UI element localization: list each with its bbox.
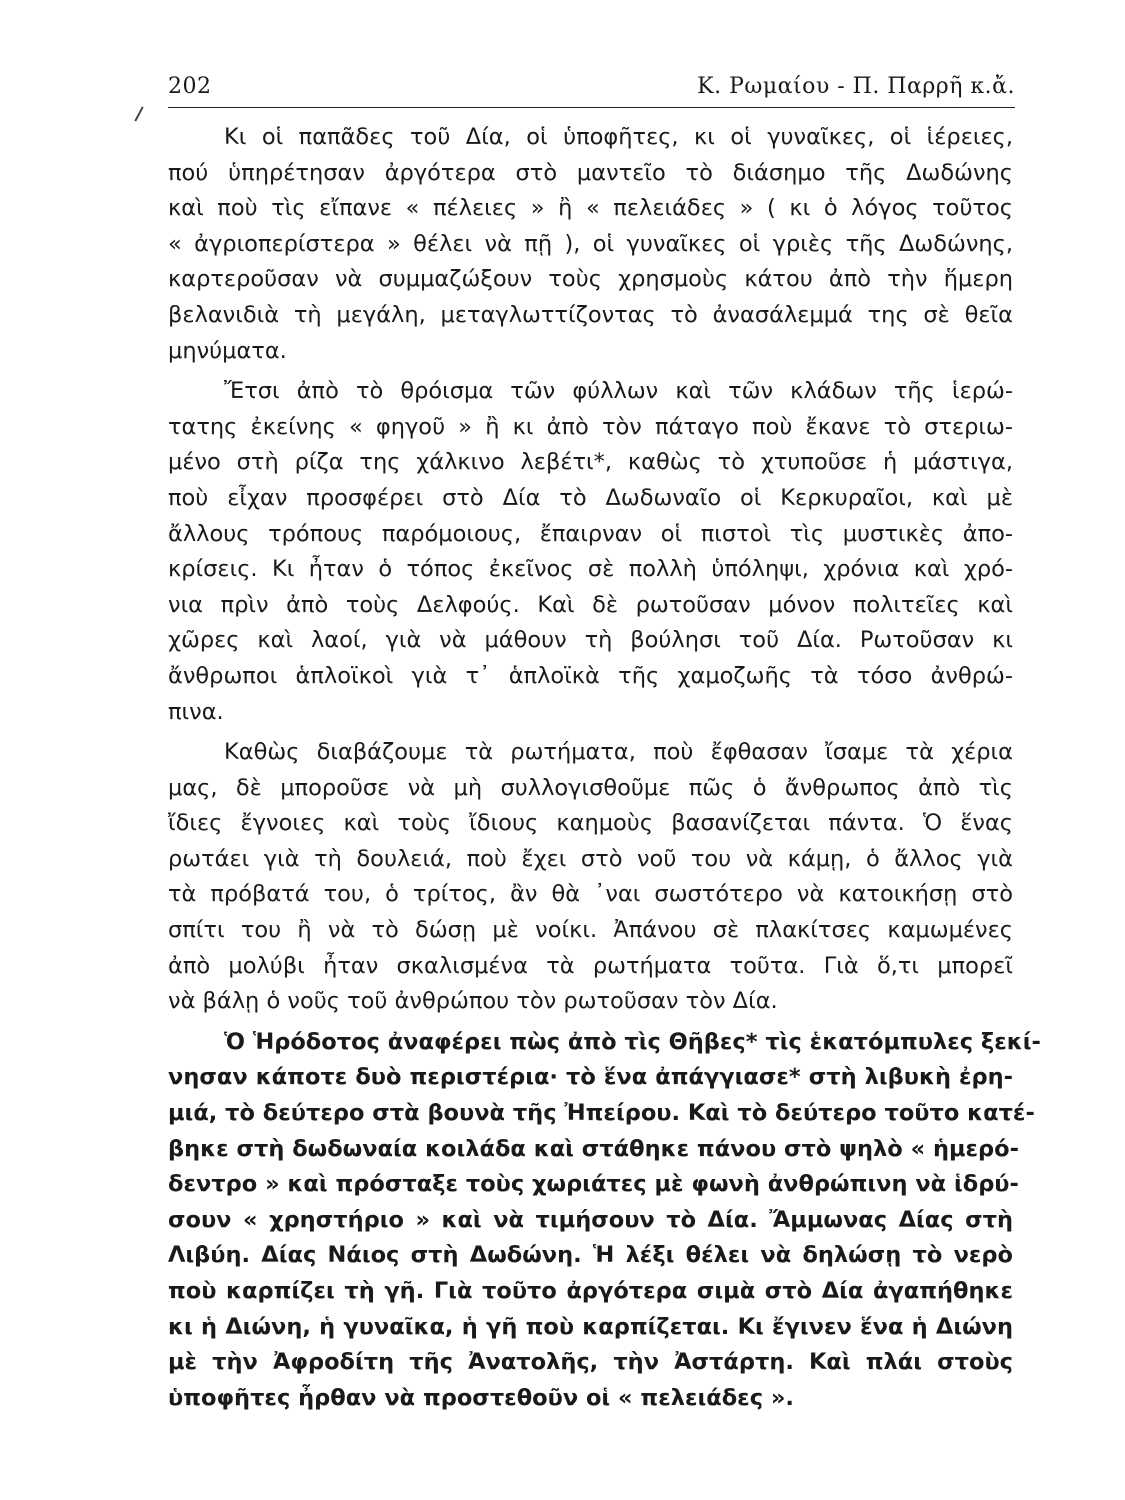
text-line: νὰ βάλῃ ὁ νοῦς τοῦ ἀνθρώπου τὸν ρωτοῦσαν τὸν Δία. [168, 988, 778, 1015]
text-line: βηκε στὴ δωδωναία κοιλάδα καὶ στάθηκε πάνου στὸ ψηλὸ « ἡμερό- [168, 1135, 1019, 1162]
header-rule [168, 107, 1015, 108]
text-line: νια πρὶν ἀπὸ τοὺς Δελφούς. Καὶ δὲ ρωτοῦσαν μόνον πολιτεῖες καὶ [168, 591, 1013, 618]
text-line: μένο στὴ ρίζα της χάλκινο λεβέτι*, καθὼς τὸ χτυποῦσε ἡ μάστιγα, [168, 449, 1013, 476]
text-line: « ἀγριοπερίστερα » θέλει νὰ πῇ ), οἱ γυναῖκες οἱ γριὲς τῆς Δωδώνης, [168, 230, 1013, 257]
text-line: μηνύματα. [168, 337, 287, 364]
page-header [168, 70, 1015, 106]
text-line: Καθὼς διαβάζουμε τὰ ρωτήματα, ποὺ ἔφθασαν ἴσαμε τὰ χέρια [224, 739, 1013, 766]
text-line: σουν « χρηστήριο » καὶ νὰ τιμήσουν τὸ Δία. Ἄμμωνας Δίας στὴ [168, 1206, 1013, 1233]
text-line: κι ἡ Διώνη, ἡ γυναῖκα, ἡ γῆ ποὺ καρπίζεται. Κι ἔγινεν ἕνα ἡ Διώνη [168, 1313, 1013, 1340]
text-line: βελανιδιὰ τὴ μεγάλη, μεταγλωττίζοντας τὸ ἀνασάλεμμά της σὲ θεῖα [168, 301, 1013, 328]
paragraph-3 [168, 735, 1013, 1020]
text-line: ποὺ εἶχαν προσφέρει στὸ Δία τὸ Δωδωναῖο οἱ Κερκυραῖοι, καὶ μὲ [168, 484, 1013, 511]
text-line: ἀπὸ μολύβι ἦταν σκαλισμένα τὰ ρωτήματα τοῦτα. Γιὰ ὅ,τι μπορεῖ [168, 952, 1013, 979]
text-line: ἴδιες ἔγνοιες καὶ τοὺς ἴδιους καημοὺς βασανίζεται πάντα. Ὁ ἕνας [168, 810, 1013, 837]
page-number: 202 [168, 74, 212, 99]
text-line: καρτεροῦσαν νὰ συμμαζώξουν τοὺς χρησμοὺς κάτου ἀπὸ τὴν ἥμερη [168, 266, 1013, 293]
text-line: Κι οἱ παπᾶδες τοῦ Δία, οἱ ὑποφῆτες, κι οἱ γυναῖκες, οἱ ἱέρειες, [224, 124, 1013, 150]
text-line: ρωτάει γιὰ τὴ δουλειά, ποὺ ἔχει στὸ νοῦ του νὰ κάμῃ, ὁ ἄλλος γιὰ [168, 845, 1013, 872]
text-line: πού ὑπηρέτησαν ἀργότερα στὸ μαντεῖο τὸ διάσημο τῆς Δωδώνης [168, 159, 1013, 186]
text-line: μιά, τὸ δεύτερο στὰ βουνὰ τῆς Ἠπείρου. Καὶ τὸ δεύτερο τοῦτο κατέ- [168, 1100, 1035, 1127]
text-line: Ὁ Ἡρόδοτος ἀναφέρει πὼς ἀπὸ τὶς Θῆβες* τὶς ἑκατόμπυλες ξεκί- [224, 1028, 1041, 1055]
text-line: ἄνθρωποι ἁπλοϊκοὶ γιὰ τ᾽ ἁπλοϊκὰ τῆς χαμοζωῆς τὰ τόσο ἀνθρώ- [168, 662, 1013, 689]
text-line: κρίσεις. Κι ἦταν ὁ τόπος ἐκεῖνος σὲ πολλὴ ὑπόληψι, χρόνια καὶ χρό- [168, 556, 1013, 583]
text-line: σπίτι του ἢ νὰ τὸ δώσῃ μὲ νοίκι. Ἀπάνου σὲ πλακίτσες καμωμένες [168, 917, 1013, 944]
text-line: τατης ἐκείνης « φηγοῦ » ἢ κι ἀπὸ τὸν πάταγο ποὺ ἔκανε τὸ στεριω- [168, 413, 1013, 440]
text-line: Λιβύη. Δίας Νάιος στὴ Δωδώνη. Ἡ λέξι θέλει νὰ δηλώσῃ τὸ νερὸ [168, 1242, 1013, 1269]
text-line: τὰ πρόβατά του, ὁ τρίτος, ἂν θὰ ᾽ναι σωστότερο νὰ κατοικήσῃ στὸ [168, 881, 1013, 908]
text-line: καὶ ποὺ τὶς εἴπανε « πέλειες » ἢ « πελειάδες » ( κι ὁ λόγος τοῦτος [168, 195, 1013, 222]
text-line: Ἔτσι ἀπὸ τὸ θρόισμα τῶν φύλλων καὶ τῶν κλάδων τῆς ἱερώ- [224, 378, 1013, 405]
paragraph-4 [168, 1025, 1041, 1417]
paragraph-1 [168, 120, 1013, 369]
text-line: μας, δὲ μποροῦσε νὰ μὴ συλλογισθοῦμε πῶς ὁ ἄνθρωπος ἀπὸ τὶς [168, 774, 1013, 801]
text-line: ὑποφῆτες ἦρθαν νὰ προστεθοῦν οἱ « πελειάδες ». [168, 1384, 794, 1411]
text-line: ποὺ καρπίζει τὴ γῆ. Γιὰ τοῦτο ἀργότερα σιμὰ στὸ Δία ἀγαπήθηκε [168, 1278, 1013, 1304]
text-line: πινα. [168, 698, 224, 725]
running-head: Κ. Ρωμαίου - Π. Παρρῆ κ.ἄ. [697, 74, 1015, 99]
body-text [168, 120, 1041, 1416]
text-line: χῶρες καὶ λαοί, γιὰ νὰ μάθουν τὴ βούλησι τοῦ Δία. Ρωτοῦσαν κι [168, 627, 1013, 654]
text-line: μὲ τὴν Ἀφροδίτη τῆς Ἀνατολῆς, τὴν Ἀστάρτη. Καὶ πλάι στοὺς [168, 1349, 1013, 1376]
paragraph-2 [168, 374, 1013, 730]
text-line: ἄλλους τρόπους παρόμοιους, ἔπαιρναν οἱ πιστοὶ τὶς μυστικὲς ἀπο- [168, 520, 1013, 547]
text-line: νησαν κάποτε δυὸ περιστέρια· τὸ ἕνα ἀπάγγιασε* στὴ λιβυκὴ ἐρη- [168, 1064, 1013, 1091]
text-line: δεντρο » καὶ πρόσταξε τοὺς χωριάτες μὲ φωνὴ ἀνθρώπινη νὰ ἱδρύ- [168, 1171, 1019, 1198]
pencil-mark [134, 106, 143, 121]
